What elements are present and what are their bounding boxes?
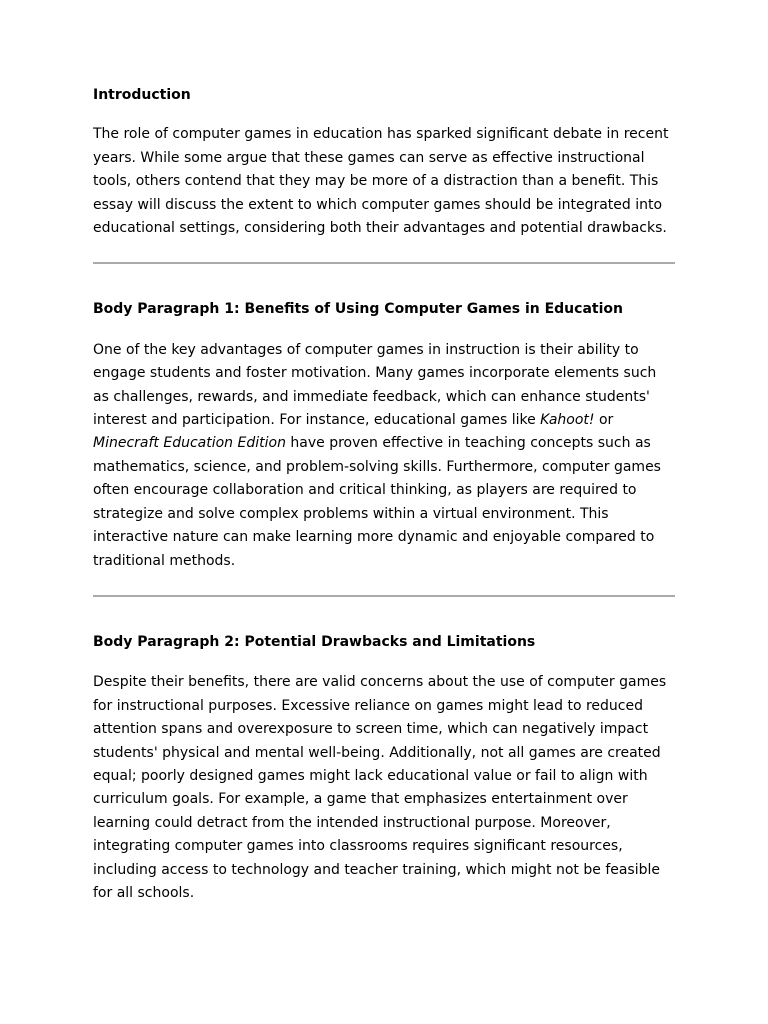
body-paragraph-2-text: Despite their benefits, there are valid concerns about the use of computer games for instructional purposes. Excessive reliance on games might lead to reduced attention spans and overexposure to screen time, which can negatively impact students' physical and mental well-being. Additionally, not all games are created equal; poorly designed games might lack educational value or fail to align with curriculum goals. For example, a game that emphasizes entertainment over learning could detract from the intended instructional purpose. Moreover, integrating computer games into classrooms requires significant resources, including access to technology and teacher training, which might not be feasible for all schools. bbox=[93, 674, 667, 901]
body-paragraph-1-text-c: have proven effective in teaching concepts such as mathematics, science, and problem-solving skills. Furthermore, computer games often encourage collaboration and critical thinking, as players are required to strategize and solve complex problems within a virtual environment. This interactive nature can make learning more dynamic and enjoyable compared to traditional methods. bbox=[93, 435, 661, 569]
body-paragraph-1-text-b: or bbox=[594, 412, 614, 429]
body-paragraph-1-text-a: One of the key advantages of computer games in instruction is their ability to engage students and foster motivation. Many games incorporate elements such as challenges, rewards, and immediate feedback, which can enhance students' interest and participation. For instance, educational games like bbox=[93, 341, 657, 429]
introduction-paragraph: The role of computer games in education has sparked significant debate in recent years. While some argue that these games can serve as effective instructional tools, others contend that they may be more of a distraction than a benefit. This essay will discuss the extent to which computer games should be integrated into educational settings, considering both their advantages and potential drawbacks. bbox=[93, 126, 669, 237]
section-divider bbox=[93, 595, 675, 597]
body-paragraph-1-text bbox=[93, 339, 675, 573]
minecraft-education-title: Minecraft Education Edition bbox=[93, 435, 286, 452]
body-paragraph-2-heading: Body Paragraph 2: Potential Drawbacks and Limitations bbox=[93, 633, 536, 650]
body-paragraph-1-section bbox=[93, 298, 675, 572]
introduction-section bbox=[93, 84, 675, 240]
body-paragraph-1-heading: Body Paragraph 1: Benefits of Using Computer Games in Education bbox=[93, 301, 623, 318]
body-paragraph-2-section bbox=[93, 631, 675, 905]
kahoot-title: Kahoot! bbox=[540, 412, 595, 429]
introduction-heading: Introduction bbox=[93, 87, 191, 103]
section-divider bbox=[93, 262, 675, 264]
document bbox=[93, 84, 675, 905]
